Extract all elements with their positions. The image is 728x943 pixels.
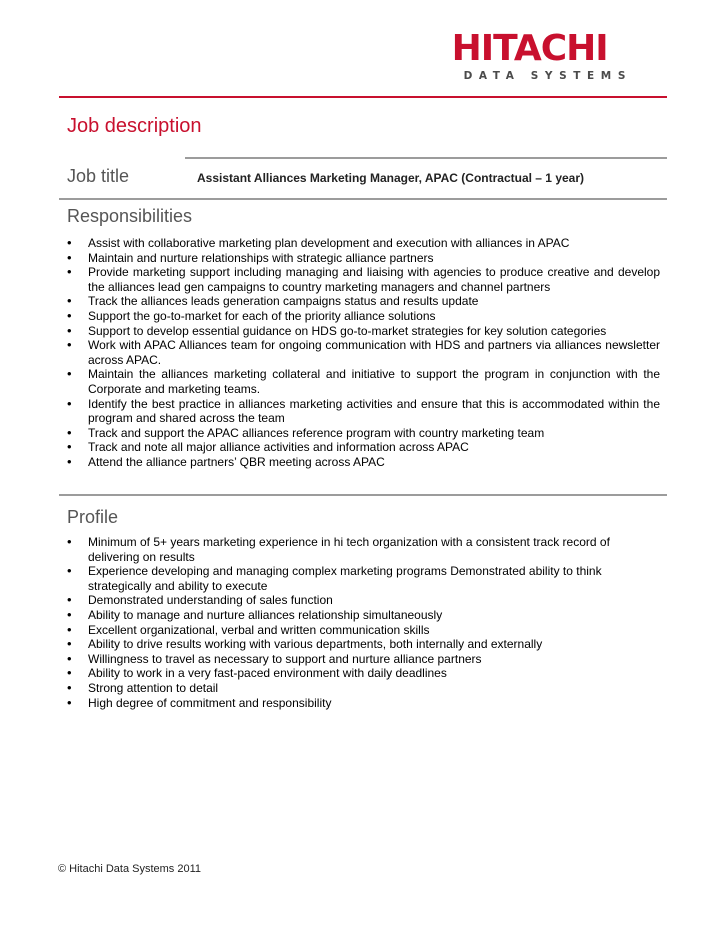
list-item: • Identify the best practice in alliances marketing activities and ensure that this is accommodated within the program and shared across the team bbox=[67, 397, 660, 426]
job-title-label: Job title bbox=[67, 166, 130, 186]
list-item: • Ability to work in a very fast-paced environment with daily deadlines bbox=[67, 666, 660, 681]
list-item: • Ability to manage and nurture alliances relationship simultaneously bbox=[67, 608, 660, 623]
list-item: • Strong attention to detail bbox=[67, 681, 660, 696]
list-item: • Experience developing and managing complex marketing programs Demonstrated ability to think strategically and ability to execute bbox=[67, 564, 660, 593]
list-item: • Work with APAC Alliances team for ongoing communication with HDS and partners via alliances newsletter across APAC. bbox=[67, 338, 660, 367]
hitachi-logo bbox=[452, 30, 632, 82]
list-item: • Maintain and nurture relationships with strategic alliance partners bbox=[67, 251, 660, 266]
job-title-bottom-rule bbox=[59, 198, 667, 200]
list-item: • Support the go-to-market for each of the priority alliance solutions bbox=[67, 309, 660, 324]
list-item: • Support to develop essential guidance on HDS go-to-market strategies for key solution categories bbox=[67, 324, 660, 339]
profile-heading: Profile bbox=[67, 507, 119, 527]
logo-wordmark: HITACHI bbox=[451, 28, 608, 69]
list-item: • Demonstrated understanding of sales function bbox=[67, 593, 660, 608]
copyright-footer: © Hitachi Data Systems 2011 bbox=[58, 863, 202, 875]
list-item: • Track and support the APAC alliances reference program with country marketing team bbox=[67, 426, 660, 441]
job-title-top-rule bbox=[185, 157, 667, 159]
responsibilities-heading: Responsibilities bbox=[67, 206, 193, 226]
list-item: • Willingness to travel as necessary to support and nurture alliance partners bbox=[67, 652, 660, 667]
list-item: • Excellent organizational, verbal and written communication skills bbox=[67, 623, 660, 638]
profile-list bbox=[67, 535, 660, 710]
list-item: • Track the alliances leads generation campaigns status and results update bbox=[67, 294, 660, 309]
responsibilities-list bbox=[67, 236, 660, 470]
list-item: • Ability to drive results working with various departments, both internally and externally bbox=[67, 637, 660, 652]
list-item: • Track and note all major alliance activities and information across APAC bbox=[67, 440, 660, 455]
list-item: • Attend the alliance partners’ QBR meeting across APAC bbox=[67, 455, 660, 470]
document-title: Job description bbox=[67, 115, 202, 137]
list-item: • Provide marketing support including managing and liaising with agencies to produce creative and develop the alliances lead gen campaigns to country marketing managers and channel partners bbox=[67, 265, 660, 294]
list-item: • Minimum of 5+ years marketing experience in hi tech organization with a consistent track record of delivering on results bbox=[67, 535, 660, 564]
header-rule bbox=[59, 96, 667, 98]
list-item: • Assist with collaborative marketing plan development and execution with alliances in APAC bbox=[67, 236, 660, 251]
job-title-value: Assistant Alliances Marketing Manager, APAC (Contractual – 1 year) bbox=[197, 171, 585, 185]
profile-top-rule bbox=[59, 494, 667, 496]
logo-subtitle: DATA SYSTEMS bbox=[463, 70, 632, 82]
list-item: • Maintain the alliances marketing collateral and initiative to support the program in conjunction with the Corporate and marketing teams. bbox=[67, 367, 660, 396]
list-item: • High degree of commitment and responsibility bbox=[67, 696, 660, 711]
